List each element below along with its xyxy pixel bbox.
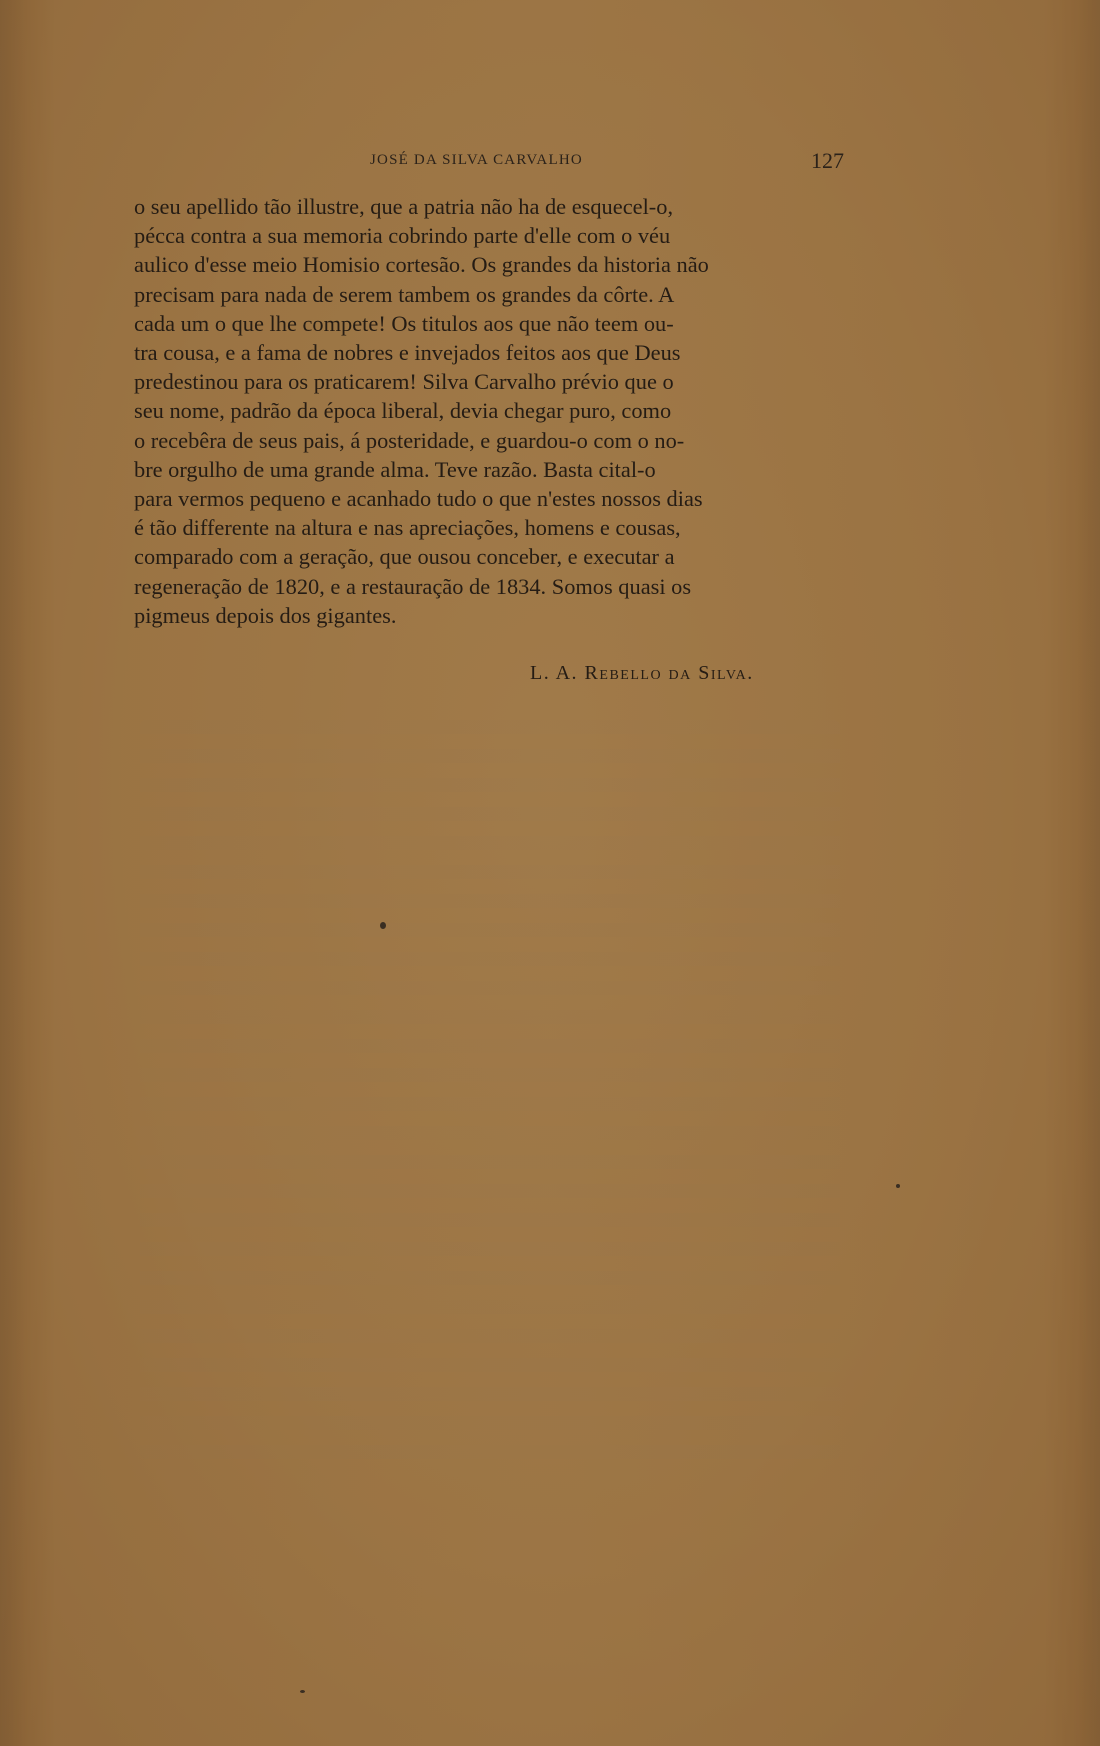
text-line: comparado com a geração, que ousou conceber, e executar a — [134, 544, 675, 570]
author-signature: L. A. Rebello da Silva. — [530, 662, 754, 684]
text-line: precisam para nada de serem tambem os grandes da côrte. A — [134, 281, 675, 307]
ink-speck — [380, 922, 386, 929]
text-line: aulico d'esse meio Homisio cortesão. Os grandes da historia não — [134, 252, 709, 278]
page-edge-shadow-right — [1078, 0, 1100, 1746]
ink-speck — [300, 1690, 305, 1693]
bleed-through-texture — [140, 720, 840, 1460]
text-line: tra cousa, e a fama de nobres e invejados feitos aos que Deus — [134, 340, 681, 366]
text-line: pigmeus depois dos gigantes. — [134, 602, 397, 628]
page-number: 127 — [811, 148, 844, 173]
text-line: predestinou para os praticarem! Silva Carvalho prévio que o — [134, 369, 674, 395]
text-line: para vermos pequeno e acanhado tudo o que n'estes nossos dias — [134, 486, 703, 512]
running-head — [134, 148, 844, 176]
running-title: JOSÉ DA SILVA CARVALHO — [370, 152, 583, 168]
page-edge-shadow-left — [0, 0, 26, 1746]
text-line: cada um o que lhe compete! Os titulos aos que não teem ou- — [134, 310, 674, 336]
ink-speck — [896, 1184, 900, 1188]
text-line: é tão differente na altura e nas apreciações, homens e cousas, — [134, 515, 681, 541]
text-line: regeneração de 1820, e a restauração de 1834. Somos quasi os — [134, 573, 692, 599]
text-line: o seu apellido tão illustre, que a patria não ha de esquecel-o, — [134, 194, 674, 219]
text-line: o recebêra de seus pais, á posteridade, e guardou-o com o no- — [134, 427, 685, 453]
text-line: seu nome, padrão da época liberal, devia chegar puro, como — [134, 398, 672, 424]
text-line: bre orgulho de uma grande alma. Teve razão. Basta cital-o — [134, 456, 656, 482]
text-line: pécca contra a sua memoria cobrindo parte d'elle com o véu — [134, 223, 671, 249]
body-paragraph — [134, 192, 844, 630]
